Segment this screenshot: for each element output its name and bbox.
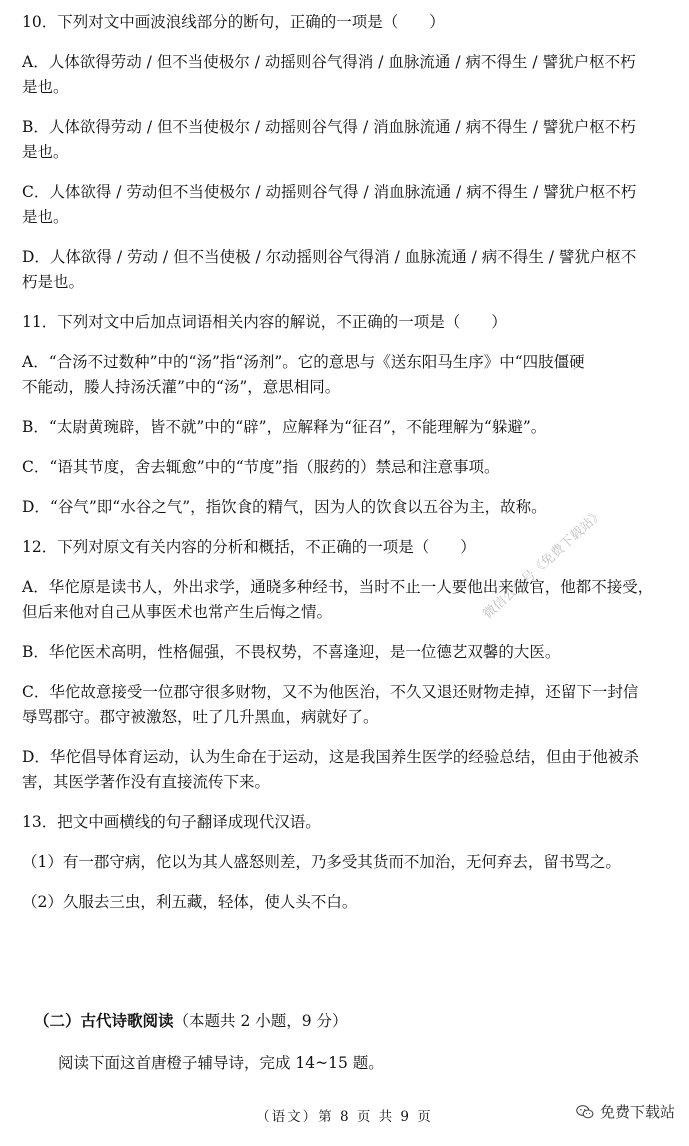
q10-option-d: D．人体欲得 / 劳动 / 但不当使极 / 尔动摇则谷气得消 / 血脉流通 / 病不得生 / 譬犹户枢不 (22, 248, 637, 266)
q12-option-a-cont: 但后来他对自己从事医术也常产生后悔之情。 (22, 603, 333, 621)
q12-stem: 12．下列对原文有关内容的分析和概括，不正确的一项是（ ） (22, 538, 476, 556)
q11-option-a-cont: 不能动，媵人持汤沃灌”中的“汤”，意思相同。 (22, 378, 341, 396)
section-note: （本题共 2 小题，9 分） (173, 1012, 348, 1030)
q11-option-a: A．“合汤不过数种”中的“汤”指“汤剂”。它的意思与《送东阳马生序》中“四肢僵硬 (22, 353, 585, 371)
q11-option-b: B．“太尉黄琬辟，皆不就”中的“辟”，应解释为“征召”，不能理解为“躲避”。 (22, 418, 547, 436)
section-heading (34, 1011, 348, 1031)
diagonal-watermark: 微信公众号《免费下载站》 (480, 506, 607, 623)
q13-sentence-1: （1）有一郡守病，佗以为其人盛怒则差，乃多受其货而不加治，无何弃去，留书骂之。 (22, 853, 621, 871)
bottom-watermark (576, 1101, 675, 1122)
q10-option-c-cont: 是也。 (22, 208, 69, 226)
wechat-icon (576, 1104, 594, 1120)
q10-option-d-cont: 朽是也。 (22, 273, 85, 291)
q10-option-a-cont: 是也。 (22, 78, 69, 96)
q10-option-b-cont: 是也。 (22, 143, 69, 161)
q10-stem: 10．下列对文中画波浪线部分的断句，正确的一项是（ ） (22, 13, 445, 31)
q11-option-c: C．“语其节度，舍去辄愈”中的“节度”指（服药的）禁忌和注意事项。 (22, 458, 500, 476)
section-instruction: 阅读下面这首唐橙子辅导诗，完成 14~15 题。 (58, 1054, 384, 1072)
q12-option-c-cont: 辱骂郡守。郡守被激怒，吐了几升黑血，病就好了。 (22, 708, 379, 726)
q10-option-c: C．人体欲得 / 劳动但不当使极尔 / 动摇则谷气得 / 消血脉流通 / 病不得生 / 譬犹户枢不朽 (22, 183, 637, 201)
section-title: （二）古代诗歌阅读 (34, 1012, 174, 1030)
q13-stem: 13．把文中画横线的句子翻译成现代汉语。 (22, 813, 321, 831)
q11-option-d: D．“谷气”即“水谷之气”，指饮食的精气，因为人的饮食以五谷为主，故称。 (22, 498, 547, 516)
q12-option-c: C．华佗故意接受一位郡守很多财物，又不为他医治，不久又退还财物走掉，还留下一封信 (22, 683, 639, 701)
watermark-text: 免费下载站 (599, 1103, 675, 1121)
q12-option-d-cont: 害，其医学著作没有直接流传下来。 (22, 773, 271, 791)
q11-stem: 11．下列对文中后加点词语相关内容的解说，不正确的一项是（ ） (22, 313, 507, 331)
q12-option-d: D．华佗倡导体育运动，认为生命在于运动，这是我国养生医学的经验总结，但由于他被杀 (22, 748, 639, 766)
q10-option-a: A．人体欲得劳动 / 但不当使极尔 / 动摇则谷气得消 / 血脉流通 / 病不得生 / 譬犹户枢不朽 (22, 53, 636, 71)
q13-sentence-2: （2）久服去三虫，利五藏，轻体，使人头不白。 (22, 893, 358, 911)
page-footer: （语文）第 8 页 共 9 页 (256, 1109, 433, 1125)
q12-option-b: B．华佗医术高明，性格倔强，不畏权势，不喜逢迎，是一位德艺双馨的大医。 (22, 643, 561, 661)
q12-option-a: A．华佗原是读书人，外出求学，通晓多种经书，当时不止一人要他出来做官，他都不接受， (22, 578, 654, 596)
q10-option-b: B．人体欲得劳动 / 但不当使极尔 / 动摇则谷气得 / 消血脉流通 / 病不得生 / 譬犹户枢不朽 (22, 118, 636, 136)
